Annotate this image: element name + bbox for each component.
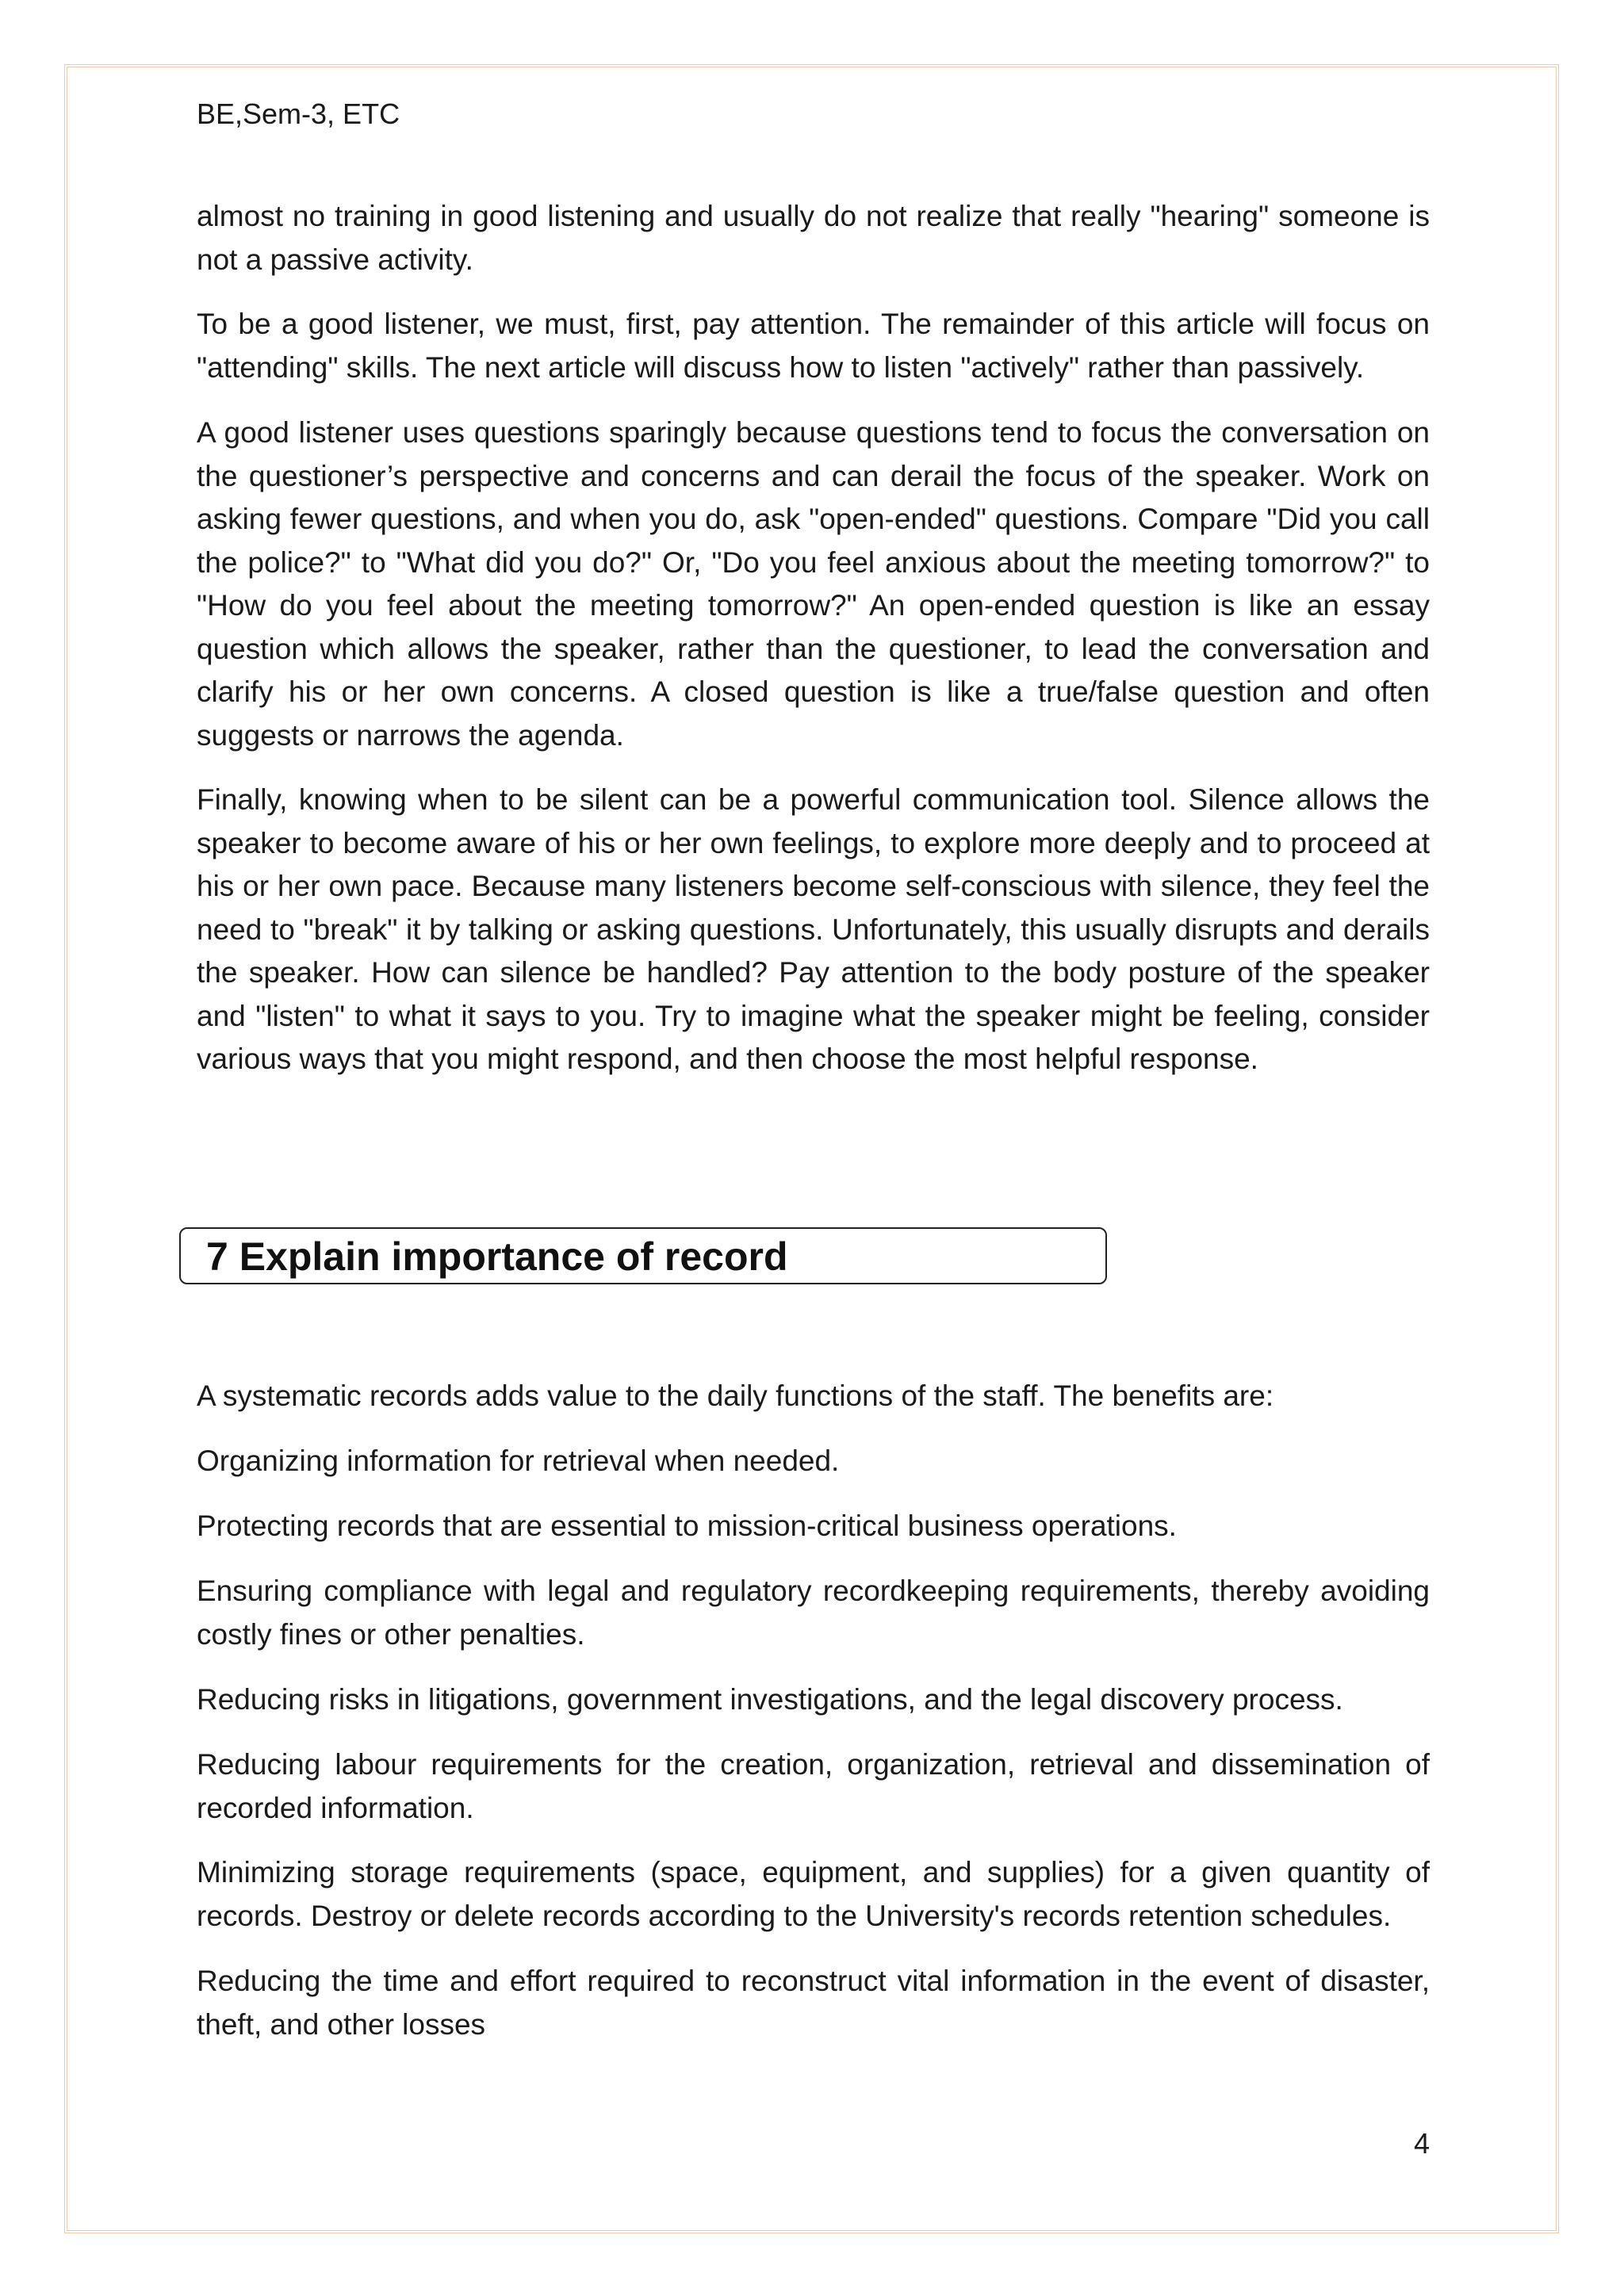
records-item-6: Minimizing storage requirements (space, equipment, and supplies) for a given quantity of records. Destroy or delete records according to the University's records retention schedules. [197, 1856, 1430, 1932]
listening-paragraph-1: almost no training in good listening and usually do not realize that really "hearing" someone is not a passive activity. [197, 200, 1430, 276]
listening-paragraph-3: A good listener uses questions sparingly because questions tend to focus the conversation on the questioner’s perspective and concerns and can derail the focus of the speaker. Work on asking fewer questions, and when you do, ask "open-ended" questions. Compare "Did you call the police?" to "What did you do?" Or, "Do you feel anxious about the meeting tomorrow?" to "How do you feel about the meeting tomorrow?" An open-ended question is like an essay question which allows the speaker, rather than the questioner, to lead the conversation and clarify his or her own concerns. A closed question is like a true/false question and often suggests or narrows the agenda. [197, 416, 1430, 752]
page-header: BE,Sem-3, ETC [197, 98, 400, 130]
records-item-1: Organizing information for retrieval when needed. [197, 1445, 840, 1477]
listening-paragraph-2: To be a good listener, we must, first, pay attention. The remainder of this article will focus on "attending" skills. The next article will discuss how to listen "actively" rather than passively. [197, 308, 1430, 384]
records-intro: A systematic records adds value to the daily functions of the staff. The benefits are: [197, 1380, 1274, 1412]
listening-paragraph-4: Finally, knowing when to be silent can be a powerful communication tool. Silence allows the speaker to become aware of his or her own feelings, to explore more deeply and to proceed at his or her own pace. Because many listeners become self-conscious with silence, they feel the need to "break" it by talking or asking questions. Unfortunately, this usually disrupts and derails the speaker. How can silence be handled? Pay attention to the body posture of the speaker and "listen" to what it says to you. Try to imagine what the speaker might be feeling, consider various ways that you might respond, and then choose the most helpful response. [197, 783, 1430, 1075]
section-heading: 7 Explain importance of record [206, 1234, 788, 1279]
page-number: 4 [1414, 2127, 1431, 2160]
records-item-5: Reducing labour requirements for the creation, organization, retrieval and dissemination of recorded information. [197, 1748, 1430, 1824]
records-item-3: Ensuring compliance with legal and regulatory recordkeeping requirements, thereby avoiding costly fines or other penalties. [197, 1575, 1430, 1651]
records-item-4: Reducing risks in litigations, government investigations, and the legal discovery process. [197, 1683, 1343, 1716]
records-item-2: Protecting records that are essential to mission-critical business operations. [197, 1510, 1177, 1542]
records-item-7: Reducing the time and effort required to reconstruct vital information in the event of disaster, theft, and other losses [197, 1965, 1430, 2041]
